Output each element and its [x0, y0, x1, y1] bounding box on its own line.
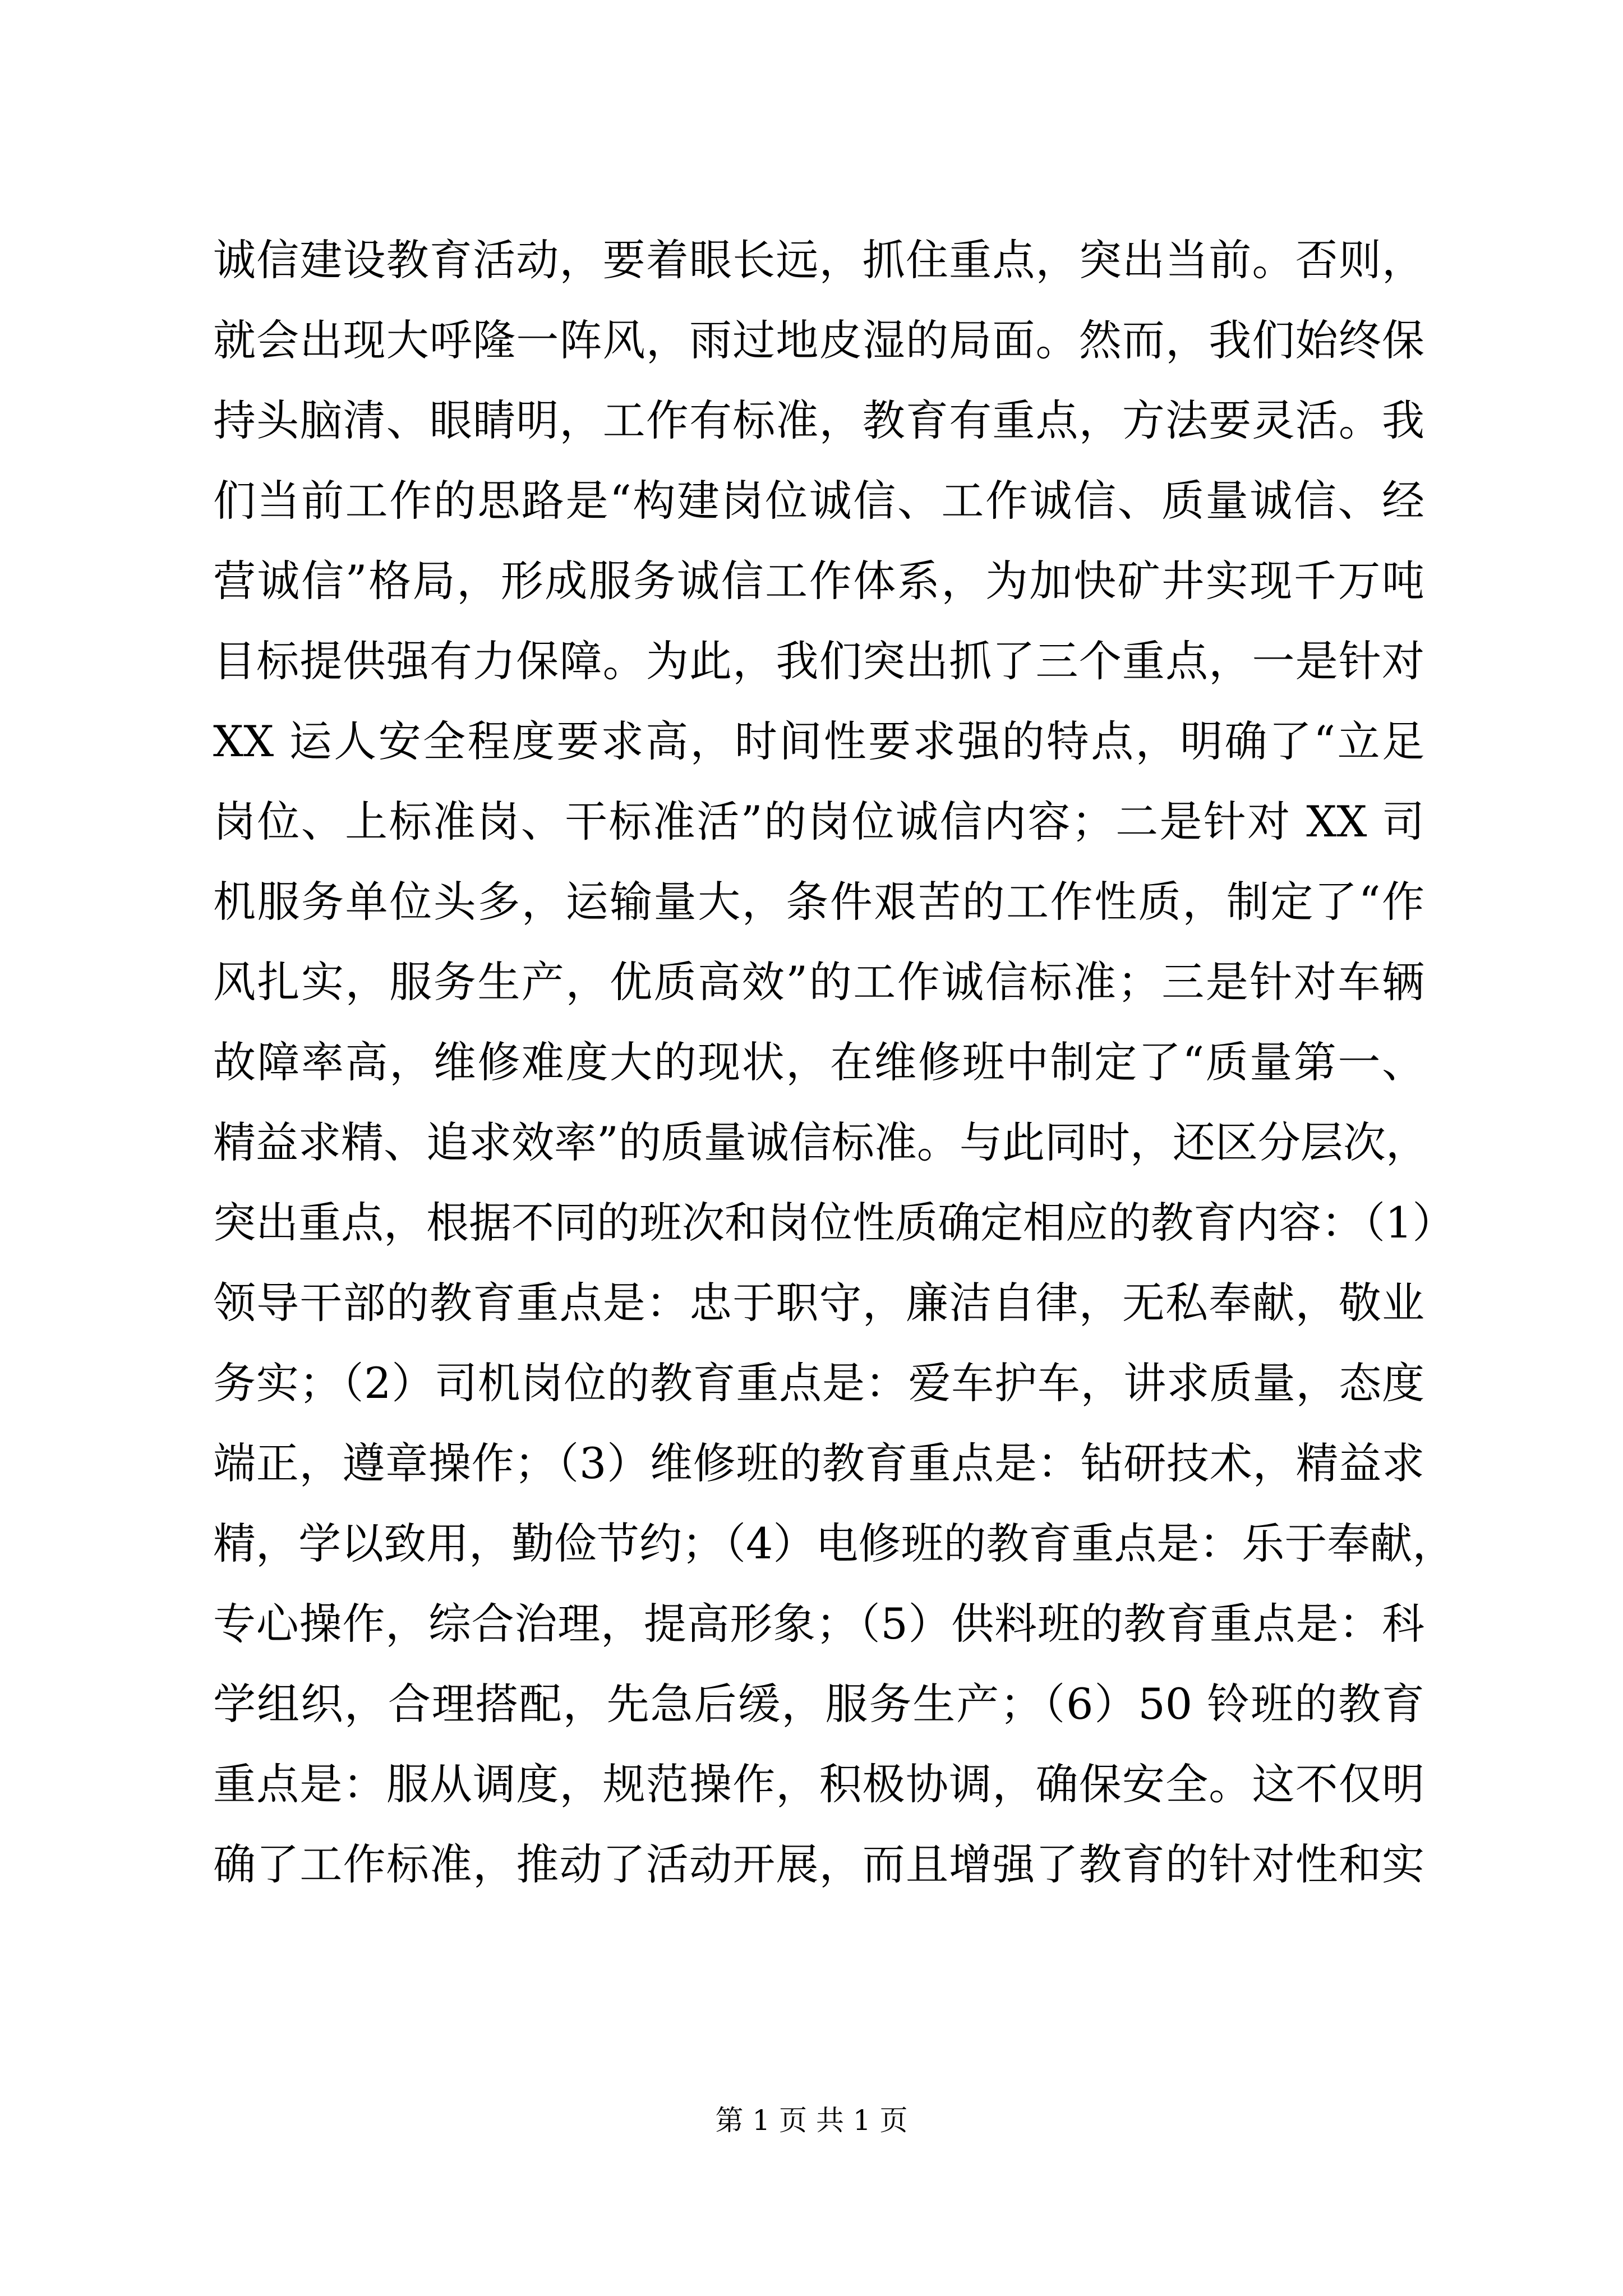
- text-line: 岗位、上标准岗、干标准活”的岗位诚信内容；二是针对 XX 司: [213, 797, 1424, 846]
- text-line: 端正，遵章操作；（3）维修班的教育重点是：钻研技术，精益求: [213, 1438, 1424, 1488]
- text-line: 故障率高，维修难度大的现状，在维修班中制定了“质量第一、: [213, 1037, 1424, 1087]
- text-line: 突出重点，根据不同的班次和岗位性质确定相应的教育内容：（1）: [213, 1198, 1455, 1248]
- text-line: 风扎实，服务生产，优质高效”的工作诚信标准；三是针对车辆: [213, 957, 1424, 1007]
- text-line: 精，学以致用，勤俭节约；（4）电修班的教育重点是：乐于奉献，: [213, 1519, 1455, 1568]
- text-line: 重点是：服从调度，规范操作，积极协调，确保安全。这不仅明: [213, 1759, 1424, 1809]
- page-footer: [0, 2101, 1623, 2140]
- text-line: 领导干部的教育重点是：忠于职守，廉洁自律，无私奉献，敬业: [213, 1278, 1424, 1328]
- text-line: 目标提供强有力保障。为此，我们突出抓了三个重点，一是针对: [213, 636, 1424, 686]
- text-line: 持头脑清、眼睛明，工作有标准，教育有重点，方法要灵活。我: [213, 395, 1424, 445]
- text-line: XX 运人安全程度要求高，时间性要求强的特点，明确了“立足: [213, 716, 1424, 766]
- body-paragraph: [213, 220, 1455, 1904]
- text-line: 就会出现大呼隆一阵风，雨过地皮湿的局面。然而，我们始终保: [213, 315, 1424, 365]
- text-line: 学组织，合理搭配，先急后缓，服务生产；（6）50 铃班的教育: [213, 1679, 1424, 1729]
- text-line: 们当前工作的思路是“构建岗位诚信、工作诚信、质量诚信、经: [213, 476, 1424, 526]
- text-line: 诚信建设教育活动，要着眼长远，抓住重点，突出当前。否则，: [213, 235, 1424, 285]
- text-line: 精益求精、追求效率”的质量诚信标准。与此同时，还区分层次，: [213, 1117, 1428, 1167]
- page-number-label: 第 1 页 共 1 页: [715, 2104, 908, 2137]
- text-line: 机服务单位头多，运输量大，条件艰苦的工作性质，制定了“作: [213, 877, 1424, 927]
- text-line: 专心操作，综合治理，提高形象；（5）供料班的教育重点是：科: [213, 1599, 1424, 1649]
- text-line: 确了工作标准，推动了活动开展，而且增强了教育的针对性和实: [213, 1839, 1424, 1889]
- text-line: 务实；（2）司机岗位的教育重点是：爱车护车，讲求质量，态度: [213, 1358, 1424, 1408]
- text-line: 营诚信”格局，形成服务诚信工作体系，为加快矿井实现千万吨: [213, 556, 1424, 606]
